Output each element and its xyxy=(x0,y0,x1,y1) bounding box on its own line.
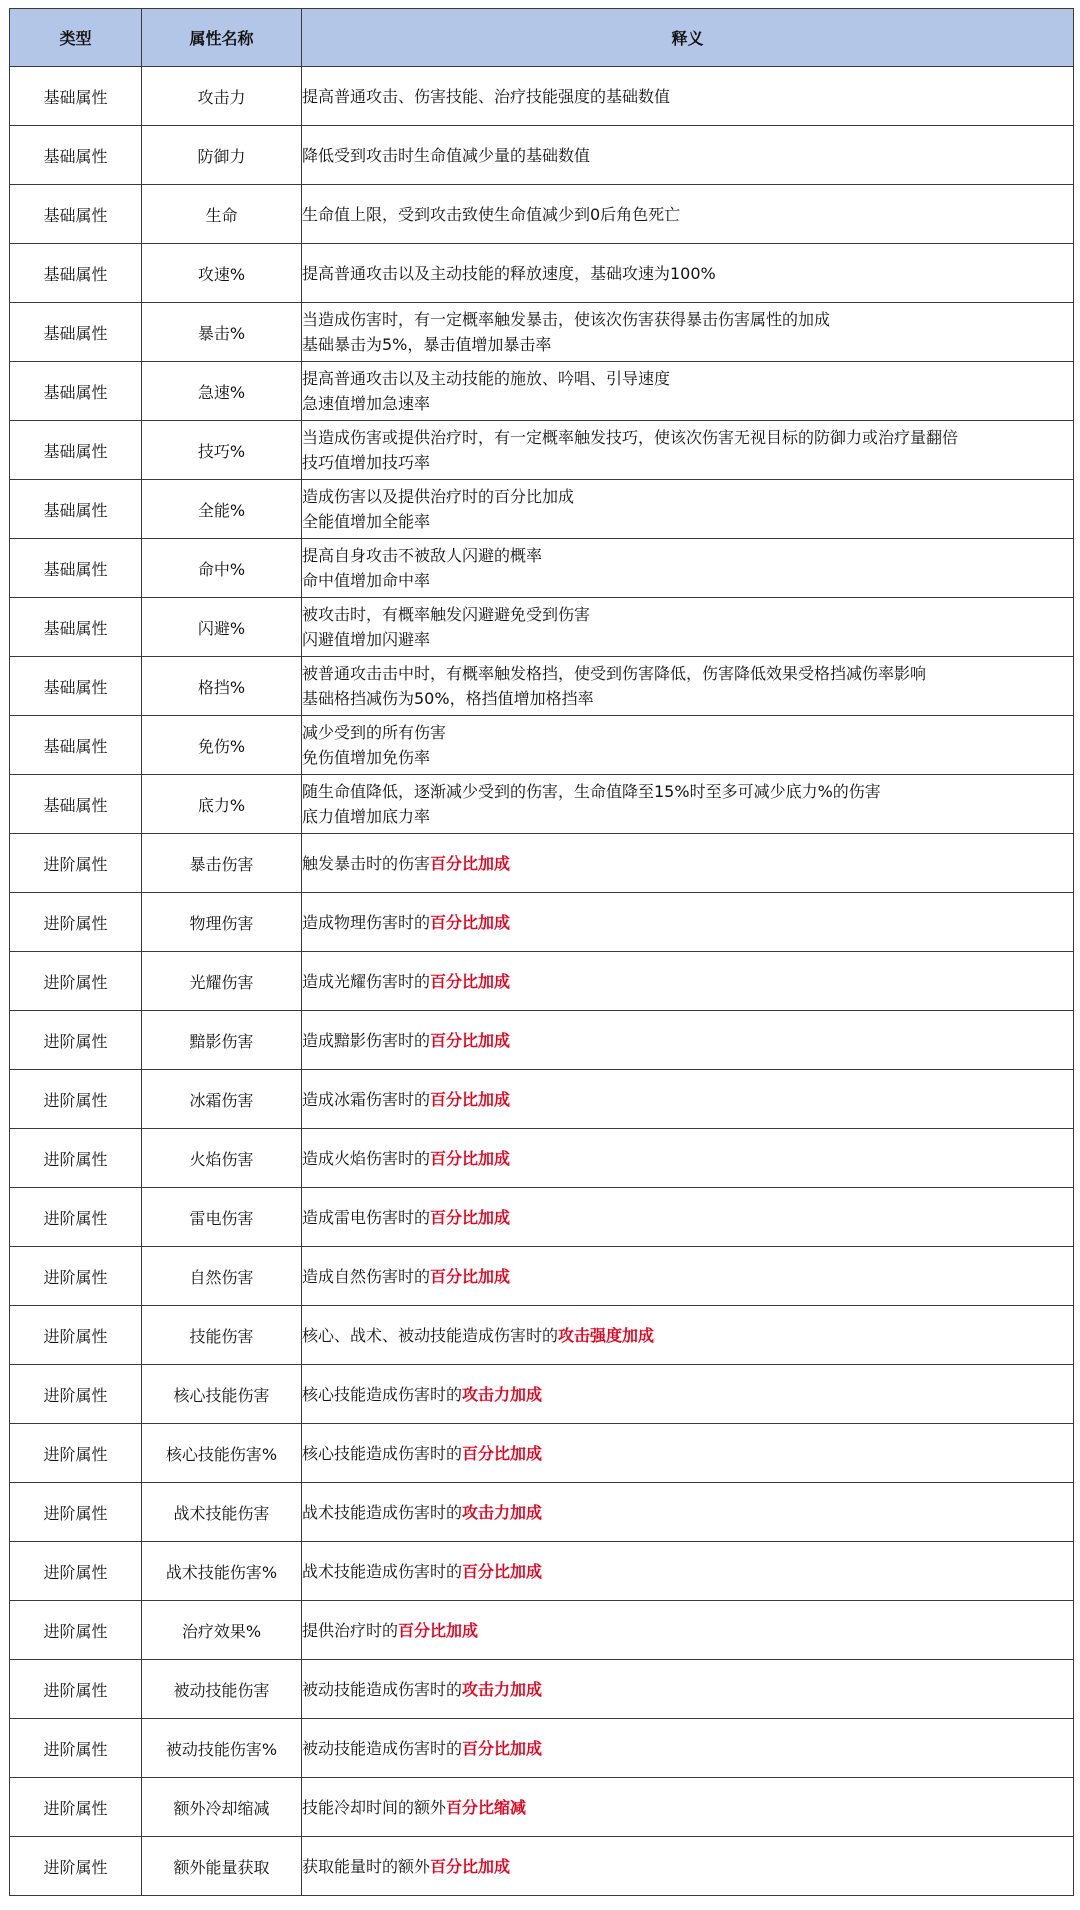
description-highlight: 百分比加成 xyxy=(430,1266,511,1286)
description-line xyxy=(302,851,1073,876)
cell-description xyxy=(302,185,1074,244)
description-highlight: 攻击强度加成 xyxy=(558,1325,655,1345)
cell-type: 进阶属性 xyxy=(10,1188,142,1247)
cell-type: 基础属性 xyxy=(10,185,142,244)
table-row xyxy=(10,834,1074,893)
description-line xyxy=(302,1618,1073,1643)
cell-attribute-name: 物理伤害 xyxy=(142,893,302,952)
cell-attribute-name: 被动技能伤害% xyxy=(142,1719,302,1778)
cell-type: 基础属性 xyxy=(10,539,142,598)
table-row xyxy=(10,421,1074,480)
cell-description xyxy=(302,539,1074,598)
description-text: 获取能量时的额外 xyxy=(302,1856,431,1876)
cell-type: 进阶属性 xyxy=(10,1542,142,1601)
description-text: 核心、战术、被动技能造成伤害时的 xyxy=(302,1325,559,1345)
description-highlight: 百分比加成 xyxy=(398,1620,479,1640)
description-text: 被动技能造成伤害时的 xyxy=(302,1738,463,1758)
table-row xyxy=(10,1660,1074,1719)
description-highlight: 百分比加成 xyxy=(430,1856,511,1876)
description-line xyxy=(302,1146,1073,1171)
table-row xyxy=(10,1129,1074,1188)
cell-attribute-name: 暴击% xyxy=(142,303,302,362)
table-row xyxy=(10,362,1074,421)
table-row xyxy=(10,303,1074,362)
cell-description xyxy=(302,480,1074,539)
cell-type: 进阶属性 xyxy=(10,1247,142,1306)
table-row xyxy=(10,657,1074,716)
table-row xyxy=(10,1837,1074,1896)
description-text: 降低受到攻击时生命值减少量的基础数值 xyxy=(302,145,591,165)
cell-type: 进阶属性 xyxy=(10,952,142,1011)
description-text: 核心技能造成伤害时的 xyxy=(302,1443,463,1463)
description-text: 提高普通攻击以及主动技能的施放、吟唱、引导速度 xyxy=(302,369,671,388)
description-highlight: 百分比加成 xyxy=(430,971,511,991)
cell-attribute-name: 防御力 xyxy=(142,126,302,185)
cell-description xyxy=(302,244,1074,303)
description-text: 造成物理伤害时的 xyxy=(302,912,431,932)
cell-attribute-name: 自然伤害 xyxy=(142,1247,302,1306)
description-text: 基础暴击为5%，暴击值增加暴击率 xyxy=(302,335,552,354)
cell-description xyxy=(302,1011,1074,1070)
cell-type: 基础属性 xyxy=(10,657,142,716)
cell-type: 进阶属性 xyxy=(10,1483,142,1542)
header-attribute-name: 属性名称 xyxy=(142,9,302,67)
header-description: 释义 xyxy=(302,9,1074,67)
table-row xyxy=(10,1778,1074,1837)
description-highlight: 攻击力加成 xyxy=(462,1384,543,1404)
description-line xyxy=(302,543,1073,568)
description-line xyxy=(302,661,1073,686)
cell-description xyxy=(302,126,1074,185)
description-highlight: 百分比加成 xyxy=(462,1738,543,1758)
description-line xyxy=(302,779,1073,804)
description-text: 造成火焰伤害时的 xyxy=(302,1148,431,1168)
description-line xyxy=(302,804,1073,829)
table-row xyxy=(10,126,1074,185)
cell-description xyxy=(302,1306,1074,1365)
cell-description xyxy=(302,1247,1074,1306)
cell-type: 进阶属性 xyxy=(10,1365,142,1424)
description-line xyxy=(302,1559,1073,1584)
attribute-table xyxy=(9,8,1074,1896)
cell-description xyxy=(302,1719,1074,1778)
header-type: 类型 xyxy=(10,9,142,67)
cell-type: 基础属性 xyxy=(10,775,142,834)
description-text: 造成雷电伤害时的 xyxy=(302,1207,431,1227)
cell-type: 进阶属性 xyxy=(10,893,142,952)
description-line xyxy=(302,686,1073,711)
description-line xyxy=(302,720,1073,745)
table-row xyxy=(10,1011,1074,1070)
description-line xyxy=(302,261,1073,286)
cell-description xyxy=(302,1424,1074,1483)
description-line xyxy=(302,307,1073,332)
table-row xyxy=(10,716,1074,775)
cell-description xyxy=(302,834,1074,893)
description-line xyxy=(302,602,1073,627)
description-line xyxy=(302,1736,1073,1761)
cell-type: 基础属性 xyxy=(10,67,142,126)
header-row xyxy=(10,9,1074,67)
description-text: 战术技能造成伤害时的 xyxy=(302,1561,463,1581)
cell-attribute-name: 冰霜伤害 xyxy=(142,1070,302,1129)
description-line xyxy=(302,1323,1073,1348)
cell-type: 进阶属性 xyxy=(10,834,142,893)
table-row xyxy=(10,775,1074,834)
description-text: 命中值增加命中率 xyxy=(302,571,431,590)
description-text: 免伤值增加免伤率 xyxy=(302,748,431,767)
table-row xyxy=(10,67,1074,126)
table-row xyxy=(10,480,1074,539)
table-body xyxy=(10,67,1074,1896)
description-line xyxy=(302,1264,1073,1289)
cell-description xyxy=(302,1601,1074,1660)
cell-type: 进阶属性 xyxy=(10,1837,142,1896)
table-header xyxy=(10,9,1074,67)
description-text: 当造成伤害或提供治疗时，有一定概率触发技巧，使该次伤害无视目标的防御力或治疗量翻倍 xyxy=(302,428,959,447)
description-text: 造成光耀伤害时的 xyxy=(302,971,431,991)
cell-description xyxy=(302,716,1074,775)
cell-type: 进阶属性 xyxy=(10,1070,142,1129)
description-line xyxy=(302,1087,1073,1112)
description-line xyxy=(302,910,1073,935)
table-row xyxy=(10,1247,1074,1306)
description-text: 随生命值降低，逐渐减少受到的伤害，生命值降至15%时至多可减少底力%的伤害 xyxy=(302,782,881,801)
cell-attribute-name: 治疗效果% xyxy=(142,1601,302,1660)
cell-description xyxy=(302,1542,1074,1601)
description-highlight: 百分比加成 xyxy=(430,1148,511,1168)
cell-description xyxy=(302,1660,1074,1719)
cell-description xyxy=(302,893,1074,952)
description-line xyxy=(302,202,1073,227)
table-row xyxy=(10,1306,1074,1365)
cell-description xyxy=(302,1188,1074,1247)
description-text: 触发暴击时的伤害 xyxy=(302,853,431,873)
table-row xyxy=(10,893,1074,952)
description-line xyxy=(302,969,1073,994)
table-row xyxy=(10,1365,1074,1424)
description-text: 被动技能造成伤害时的 xyxy=(302,1679,463,1699)
cell-type: 进阶属性 xyxy=(10,1129,142,1188)
cell-description xyxy=(302,657,1074,716)
description-text: 造成黯影伤害时的 xyxy=(302,1030,431,1050)
description-line xyxy=(302,1500,1073,1525)
table-row xyxy=(10,539,1074,598)
description-text: 核心技能造成伤害时的 xyxy=(302,1384,463,1404)
description-text: 技能冷却时间的额外 xyxy=(302,1797,447,1817)
cell-description xyxy=(302,1778,1074,1837)
cell-type: 基础属性 xyxy=(10,716,142,775)
cell-attribute-name: 核心技能伤害% xyxy=(142,1424,302,1483)
description-text: 提供治疗时的 xyxy=(302,1620,399,1640)
cell-type: 进阶属性 xyxy=(10,1306,142,1365)
table-row xyxy=(10,1188,1074,1247)
cell-attribute-name: 生命 xyxy=(142,185,302,244)
description-line xyxy=(302,484,1073,509)
description-highlight: 百分比加成 xyxy=(430,1089,511,1109)
cell-attribute-name: 额外能量获取 xyxy=(142,1837,302,1896)
cell-type: 进阶属性 xyxy=(10,1424,142,1483)
cell-attribute-name: 核心技能伤害 xyxy=(142,1365,302,1424)
cell-attribute-name: 攻速% xyxy=(142,244,302,303)
table-row xyxy=(10,598,1074,657)
cell-description xyxy=(302,362,1074,421)
description-text: 提高普通攻击、伤害技能、治疗技能强度的基础数值 xyxy=(302,86,671,106)
description-line xyxy=(302,450,1073,475)
cell-attribute-name: 额外冷却缩减 xyxy=(142,1778,302,1837)
description-line xyxy=(302,391,1073,416)
cell-type: 基础属性 xyxy=(10,126,142,185)
description-highlight: 百分比加成 xyxy=(430,1030,511,1050)
cell-description xyxy=(302,952,1074,1011)
description-text: 造成伤害以及提供治疗时的百分比加成 xyxy=(302,487,575,506)
cell-attribute-name: 战术技能伤害 xyxy=(142,1483,302,1542)
description-highlight: 百分比加成 xyxy=(430,1207,511,1227)
cell-type: 进阶属性 xyxy=(10,1719,142,1778)
cell-attribute-name: 黯影伤害 xyxy=(142,1011,302,1070)
description-line xyxy=(302,1028,1073,1053)
description-text: 当造成伤害时，有一定概率触发暴击，使该次伤害获得暴击伤害属性的加成 xyxy=(302,310,831,329)
cell-attribute-name: 免伤% xyxy=(142,716,302,775)
description-text: 急速值增加急速率 xyxy=(302,394,431,413)
cell-description xyxy=(302,421,1074,480)
cell-attribute-name: 攻击力 xyxy=(142,67,302,126)
table-row xyxy=(10,1483,1074,1542)
cell-description xyxy=(302,67,1074,126)
description-highlight: 百分比缩减 xyxy=(446,1797,527,1817)
cell-description xyxy=(302,303,1074,362)
description-text: 生命值上限，受到攻击致使生命值减少到0后角色死亡 xyxy=(302,204,681,224)
cell-description xyxy=(302,1129,1074,1188)
description-line xyxy=(302,745,1073,770)
description-line xyxy=(302,1854,1073,1879)
attribute-table-container xyxy=(9,8,1074,1896)
description-highlight: 百分比加成 xyxy=(430,853,511,873)
cell-type: 基础属性 xyxy=(10,598,142,657)
description-line xyxy=(302,332,1073,357)
cell-attribute-name: 光耀伤害 xyxy=(142,952,302,1011)
description-line xyxy=(302,1441,1073,1466)
description-highlight: 攻击力加成 xyxy=(462,1679,543,1699)
description-line xyxy=(302,366,1073,391)
description-text: 全能值增加全能率 xyxy=(302,512,431,531)
cell-type: 基础属性 xyxy=(10,480,142,539)
description-line xyxy=(302,1677,1073,1702)
description-text: 闪避值增加闪避率 xyxy=(302,630,431,649)
table-row xyxy=(10,952,1074,1011)
cell-type: 基础属性 xyxy=(10,362,142,421)
description-text: 提高普通攻击以及主动技能的释放速度，基础攻速为100% xyxy=(302,263,716,283)
table-row xyxy=(10,1601,1074,1660)
cell-attribute-name: 闪避% xyxy=(142,598,302,657)
description-text: 被普通攻击击中时，有概率触发格挡，使受到伤害降低，伤害降低效果受格挡减伤率影响 xyxy=(302,664,927,683)
description-line xyxy=(302,84,1073,109)
cell-type: 基础属性 xyxy=(10,244,142,303)
cell-type: 基础属性 xyxy=(10,421,142,480)
description-line xyxy=(302,425,1073,450)
description-text: 减少受到的所有伤害 xyxy=(302,723,447,742)
description-line xyxy=(302,1382,1073,1407)
cell-type: 进阶属性 xyxy=(10,1011,142,1070)
table-row xyxy=(10,1070,1074,1129)
cell-description xyxy=(302,1837,1074,1896)
description-text: 造成冰霜伤害时的 xyxy=(302,1089,431,1109)
description-highlight: 百分比加成 xyxy=(462,1443,543,1463)
cell-type: 进阶属性 xyxy=(10,1660,142,1719)
description-line xyxy=(302,1205,1073,1230)
description-text: 被攻击时，有概率触发闪避避免受到伤害 xyxy=(302,605,591,624)
cell-attribute-name: 火焰伤害 xyxy=(142,1129,302,1188)
cell-attribute-name: 雷电伤害 xyxy=(142,1188,302,1247)
cell-attribute-name: 命中% xyxy=(142,539,302,598)
table-row xyxy=(10,244,1074,303)
cell-description xyxy=(302,598,1074,657)
cell-type: 进阶属性 xyxy=(10,1601,142,1660)
table-row xyxy=(10,1719,1074,1778)
cell-attribute-name: 急速% xyxy=(142,362,302,421)
cell-description xyxy=(302,1483,1074,1542)
cell-attribute-name: 战术技能伤害% xyxy=(142,1542,302,1601)
description-line xyxy=(302,509,1073,534)
cell-type: 基础属性 xyxy=(10,303,142,362)
table-row xyxy=(10,1424,1074,1483)
description-line xyxy=(302,568,1073,593)
cell-description xyxy=(302,1070,1074,1129)
description-line xyxy=(302,627,1073,652)
description-text: 战术技能造成伤害时的 xyxy=(302,1502,463,1522)
table-row xyxy=(10,1542,1074,1601)
description-text: 提高自身攻击不被敌人闪避的概率 xyxy=(302,546,543,565)
description-text: 基础格挡减伤为50%，格挡值增加格挡率 xyxy=(302,689,594,708)
cell-attribute-name: 暴击伤害 xyxy=(142,834,302,893)
cell-attribute-name: 被动技能伤害 xyxy=(142,1660,302,1719)
cell-attribute-name: 技能伤害 xyxy=(142,1306,302,1365)
description-highlight: 百分比加成 xyxy=(462,1561,543,1581)
description-line xyxy=(302,143,1073,168)
description-text: 技巧值增加技巧率 xyxy=(302,453,431,472)
description-text: 底力值增加底力率 xyxy=(302,807,431,826)
cell-attribute-name: 全能% xyxy=(142,480,302,539)
table-row xyxy=(10,185,1074,244)
description-highlight: 攻击力加成 xyxy=(462,1502,543,1522)
cell-description xyxy=(302,775,1074,834)
cell-attribute-name: 技巧% xyxy=(142,421,302,480)
description-highlight: 百分比加成 xyxy=(430,912,511,932)
cell-type: 进阶属性 xyxy=(10,1778,142,1837)
description-line xyxy=(302,1795,1073,1820)
cell-attribute-name: 格挡% xyxy=(142,657,302,716)
cell-description xyxy=(302,1365,1074,1424)
description-text: 造成自然伤害时的 xyxy=(302,1266,431,1286)
cell-attribute-name: 底力% xyxy=(142,775,302,834)
